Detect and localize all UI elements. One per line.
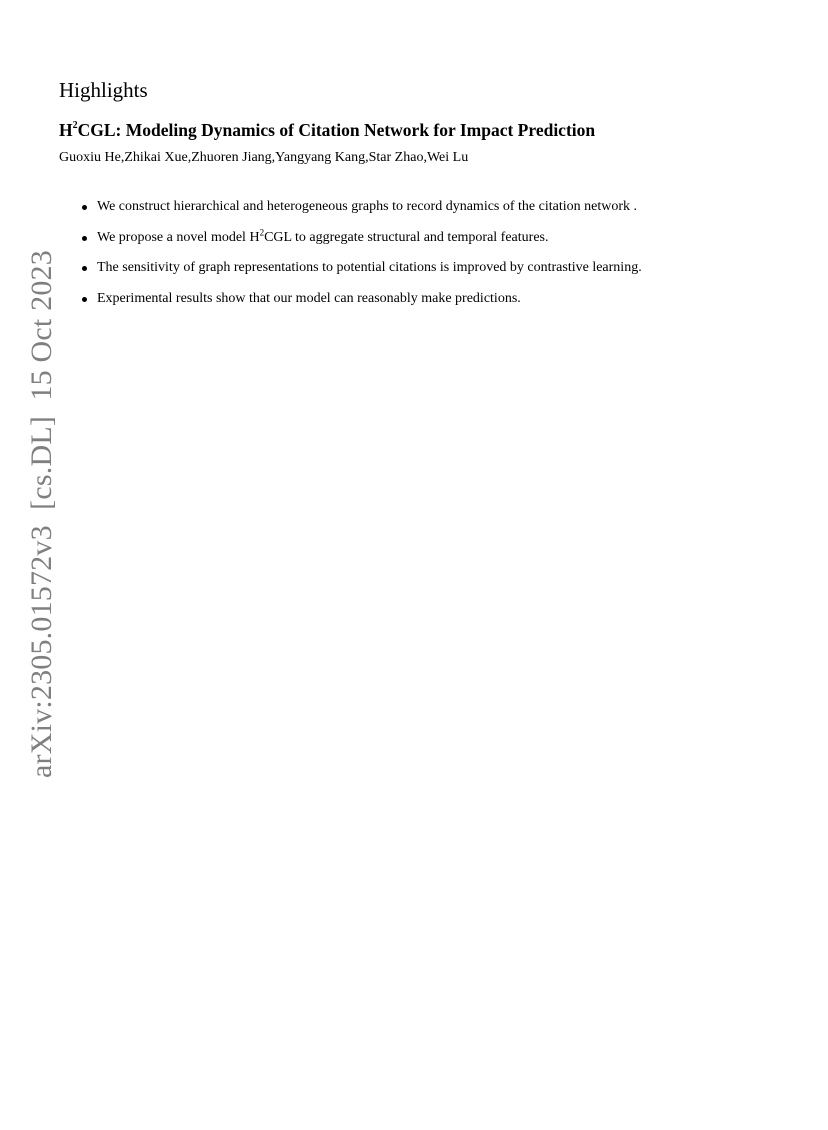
highlight-text: We construct hierarchical and heterogeneous graphs to record dynamics of the citation network . <box>97 199 638 214</box>
highlight-text: Experimental results show that our model can reasonably make predictions. <box>97 290 521 306</box>
bullet-icon <box>82 205 87 210</box>
title-superscript: 2 <box>72 120 78 132</box>
highlight-superscript: 2 <box>259 226 265 237</box>
title-rest: CGL: Modeling Dynamics of Citation Network for Impact Prediction <box>77 120 596 140</box>
bullet-icon <box>82 266 87 271</box>
highlight-text-after: CGL to aggregate structural and temporal features. <box>264 229 549 245</box>
highlight-item <box>81 197 642 217</box>
paper-title <box>59 119 595 141</box>
highlight-text: The sensitivity of graph representations to potential citations is improved by contrastive learning. <box>97 260 642 275</box>
arxiv-identifier-text: arXiv:2305.01572v3 [cs.DL] 15 Oct 2023 <box>25 250 58 778</box>
arxiv-identifier-stamp <box>25 250 59 778</box>
title-prefix: H <box>59 120 73 140</box>
highlights-list <box>81 197 642 319</box>
highlight-text-before: We propose a novel model H <box>97 229 260 245</box>
highlight-item <box>81 258 642 278</box>
highlight-item <box>81 289 642 309</box>
section-heading: Highlights <box>59 78 148 102</box>
highlight-item <box>81 228 642 248</box>
author-list: Guoxiu He,Zhikai Xue,Zhuoren Jiang,Yangyang Kang,Star Zhao,Wei Lu <box>59 150 469 165</box>
bullet-icon <box>82 236 87 241</box>
bullet-icon <box>82 297 87 302</box>
